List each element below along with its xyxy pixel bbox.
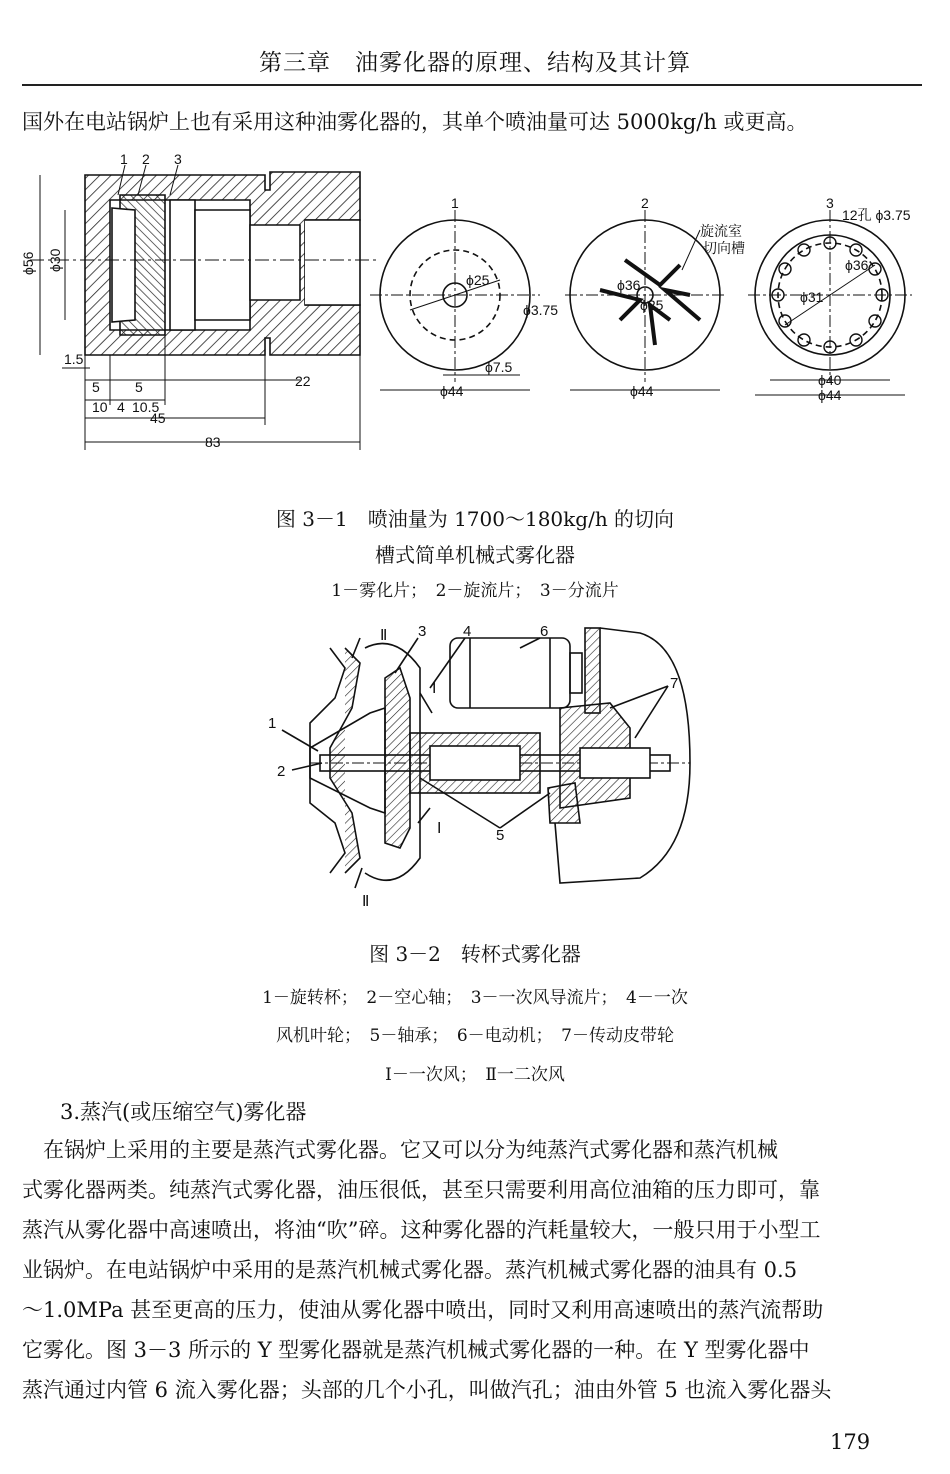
header-rule [22,84,922,86]
fig2-label-1: 1 [268,715,277,732]
view3-phi40: ϕ40 [818,372,842,388]
fig2-legend-line2: 风机叶轮； 5－轴承； 6－电动机； 7－传动皮带轮 [276,1026,674,1046]
view1-num: 1 [451,195,459,211]
view2-num: 2 [641,195,649,211]
dim-1-5: 1.5 [64,351,84,367]
fig2-label-I-bottom: Ⅰ [437,820,442,837]
view2-phi44: ϕ44 [630,383,654,399]
para-line-1: 在锅炉上采用的主要是蒸汽式雾化器。它又可以分为纯蒸汽式雾化器和蒸汽机械 [22,1138,778,1162]
fig2-label-II-bottom: Ⅱ [362,893,370,910]
para-line-4: 业锅炉。在电站锅炉中采用的是蒸汽机械式雾化器。蒸汽机械式雾化器的油具有 0.5 [22,1258,798,1282]
para-line-5: ～1.0MPa 甚至更高的压力，使油从雾化器中喷出，同时又利用高速喷出的蒸汽流帮助 [22,1298,824,1322]
fig2-label-7: 7 [670,675,679,692]
fig1-legend: 1－雾化片； 2－旋流片； 3－分流片 [331,581,619,601]
dim-4: 4 [117,399,125,415]
view2-note2: 切向槽 [703,240,745,256]
fig2-legend-line1: 1－旋转杯； 2－空心轴； 3－一次风导流片； 4－一次 [262,988,688,1008]
fig1-label-2: 2 [142,151,150,167]
fig2-label-II-top: Ⅱ [380,627,388,644]
view3-phi36: ϕ36 [845,257,869,273]
fig2-caption: 图 3－2 转杯式雾化器 [369,942,581,966]
dim-phi30: ϕ30 [47,248,63,272]
para-line-2: 式雾化器两类。纯蒸汽式雾化器，油压很低，甚至只需要利用高位油箱的压力即可，靠 [22,1178,820,1202]
dim-10-5: 10.5 [132,399,160,415]
view1-phi7-5: ϕ7.5 [485,359,513,375]
fig1-label-3: 3 [174,151,182,167]
view1-phi3-75: ϕ3.75 [523,302,559,318]
figure-3-2 [0,608,950,913]
intro-line: 国外在电站锅炉上也有采用这种油雾化器的，其单个喷油量可达 5000kg/h 或更高。 [22,110,808,134]
dim-phi56: ϕ56 [20,251,36,275]
dim-5b: 5 [135,379,143,395]
view3-num: 3 [826,195,834,211]
para-line-3: 蒸汽从雾化器中高速喷出，将油“吹”碎。这种雾化器的汽耗量较大，一般只用于小型工 [22,1218,821,1242]
fig2-legend-line3: Ⅰ－一次风； Ⅱ一二次风 [385,1065,565,1085]
view1-phi44: ϕ44 [440,383,464,399]
running-header: 第三章 油雾化器的原理、结构及其计算 [259,50,691,76]
fig2-label-5: 5 [496,827,505,844]
page-number: 179 [830,1430,871,1454]
fig2-label-3: 3 [418,623,427,640]
dim-83: 83 [205,434,221,450]
view1-phi25: ϕ25 [466,272,490,288]
para-line-7: 蒸汽通过内管 6 流入雾化器；头部的几个小孔，叫做汽孔；油由外管 5 也流入雾化器头 [22,1378,832,1402]
para-line-6: 它雾化。图 3－3 所示的 Y 型雾化器就是蒸汽机械式雾化器的一种。在 Y 型雾化器中 [22,1338,810,1362]
view3-holes: 12孔 ϕ3.75 [842,207,911,223]
fig1-label-1: 1 [120,151,128,167]
section-heading: 3.蒸汽(或压缩空气)雾化器 [60,1100,307,1124]
dim-5a: 5 [92,379,100,395]
view3-phi31: ϕ31 [800,289,824,305]
view2-note1: 旋流室 [700,223,742,239]
fig2-label-4: 4 [463,623,472,640]
view2-phi25: ϕ25 [640,297,664,313]
dim-22: 22 [295,373,311,389]
fig2-label-2: 2 [277,763,286,780]
fig2-label-6: 6 [540,623,549,640]
fig2-label-I-top: Ⅰ [432,680,437,697]
view2-phi36: ϕ36 [617,277,641,293]
dim-10: 10 [92,399,108,415]
fig1-caption-line2: 槽式简单机械式雾化器 [375,543,575,567]
dim-45: 45 [150,410,166,426]
view3-phi44: ϕ44 [818,387,842,403]
fig1-caption-line1: 图 3－1 喷油量为 1700～180kg/h 的切向 [275,507,675,531]
figure-3-1 [0,150,950,480]
